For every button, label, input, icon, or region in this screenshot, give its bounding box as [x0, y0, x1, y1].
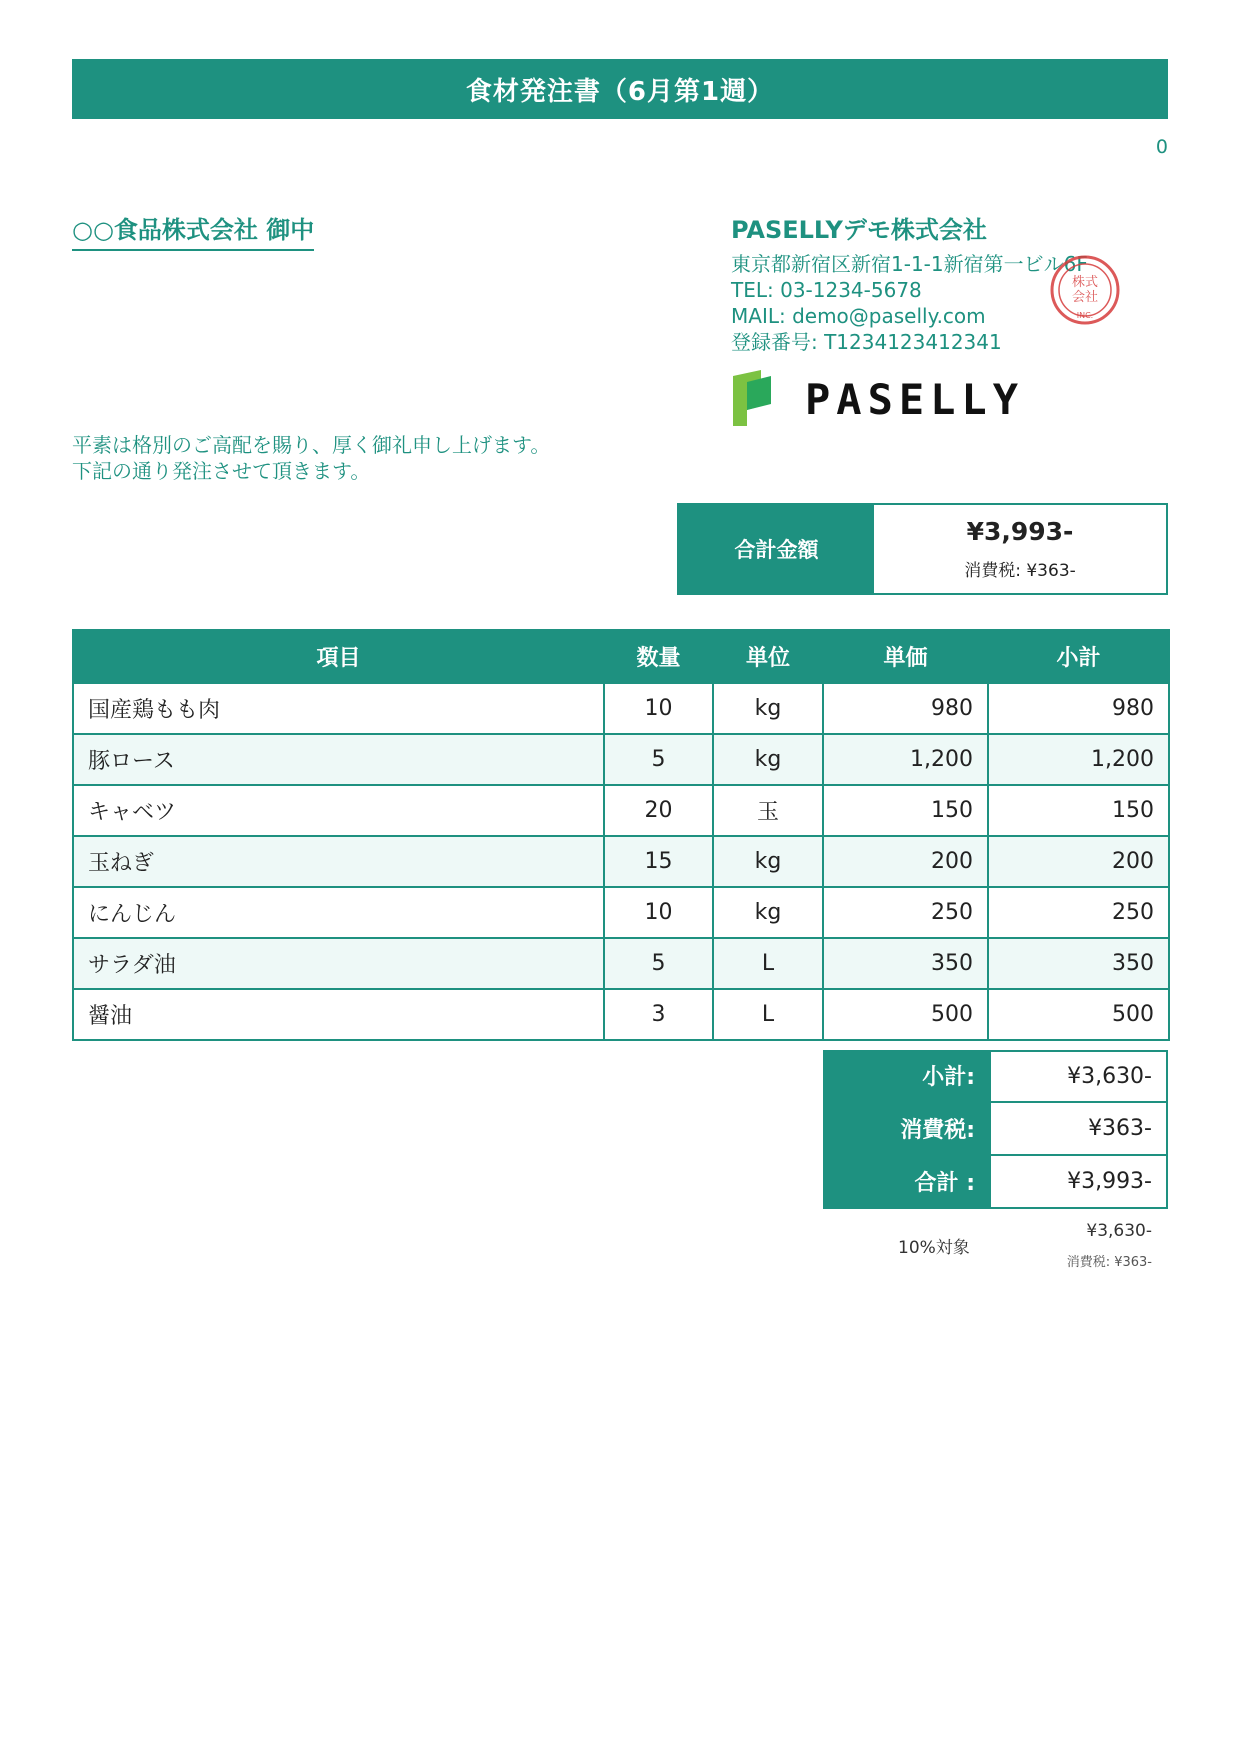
table-row [73, 734, 1169, 785]
item-unit-price: 250 [823, 887, 988, 938]
tax-rate-amount: ¥3,630- [1086, 1221, 1152, 1241]
greeting-line-1: 平素は格別のご高配を賜り、厚く御礼申し上げます。 [72, 433, 551, 457]
summary-subtotal-label: 小計: [823, 1050, 989, 1103]
document-number: 0 [1155, 136, 1168, 158]
company-mail: MAIL: demo@paselly.com [731, 304, 986, 328]
item-unit-price: 980 [823, 683, 988, 734]
item-name: にんじん [73, 887, 604, 938]
table-row [73, 785, 1169, 836]
tax-rate-label: 10%対象 [898, 1238, 970, 1258]
table-row [73, 683, 1169, 734]
item-name: 国産鶏もも肉 [73, 683, 604, 734]
svg-text:INC.: INC. [1076, 311, 1094, 320]
greeting-text [72, 432, 550, 484]
item-quantity: 3 [604, 989, 713, 1040]
item-quantity: 5 [604, 938, 713, 989]
item-quantity: 10 [604, 683, 713, 734]
item-unit-price: 500 [823, 989, 988, 1040]
item-subtotal: 1,200 [988, 734, 1169, 785]
item-subtotal: 200 [988, 836, 1169, 887]
item-unit: kg [713, 836, 823, 887]
summary-total-value: ¥3,993- [989, 1156, 1168, 1209]
company-tel: TEL: 03-1234-5678 [731, 278, 922, 302]
item-name: サラダ油 [73, 938, 604, 989]
item-subtotal: 350 [988, 938, 1169, 989]
header-quantity: 数量 [604, 630, 713, 683]
grand-total-amount: ¥3,993- [966, 517, 1074, 546]
header-subtotal: 小計 [988, 630, 1169, 683]
header-unit: 単位 [713, 630, 823, 683]
item-unit-price: 200 [823, 836, 988, 887]
item-subtotal: 150 [988, 785, 1169, 836]
item-quantity: 15 [604, 836, 713, 887]
summary-total-label: 合計 : [823, 1156, 989, 1209]
item-name: 豚ロース [73, 734, 604, 785]
item-unit: L [713, 938, 823, 989]
item-unit: L [713, 989, 823, 1040]
company-name: PASELLYデモ株式会社 [731, 216, 987, 244]
company-registration: 登録番号: T1234123412341 [731, 330, 1002, 354]
company-seal-icon [1049, 238, 1121, 342]
grand-total-label: 合計金額 [679, 505, 874, 593]
item-unit-price: 350 [823, 938, 988, 989]
header-unit-price: 単価 [823, 630, 988, 683]
item-quantity: 5 [604, 734, 713, 785]
sender-company-block [731, 210, 1088, 355]
table-row [73, 836, 1169, 887]
svg-text:会社: 会社 [1071, 290, 1099, 305]
svg-text:株式: 株式 [1071, 275, 1099, 290]
greeting-line-2: 下記の通り発注させて頂きます。 [72, 459, 371, 483]
summary-tax-label: 消費税: [823, 1103, 989, 1156]
tax-rate-tax: 消費税: ¥363- [1066, 1255, 1152, 1270]
item-quantity: 10 [604, 887, 713, 938]
item-quantity: 20 [604, 785, 713, 836]
item-unit: kg [713, 887, 823, 938]
company-address: 東京都新宿区新宿1-1-1新宿第一ビル6F [731, 252, 1088, 276]
document-title: 食材発注書（6月第1週） [72, 59, 1168, 119]
paselly-logo [731, 368, 1061, 428]
summary-block [823, 1050, 1168, 1209]
item-subtotal: 500 [988, 989, 1169, 1040]
item-unit: kg [713, 683, 823, 734]
table-row [73, 887, 1169, 938]
item-unit: kg [713, 734, 823, 785]
table-row [73, 938, 1169, 989]
item-subtotal: 980 [988, 683, 1169, 734]
svg-text:PASELLY: PASELLY [805, 375, 1025, 424]
item-name: 醤油 [73, 989, 604, 1040]
item-name: 玉ねぎ [73, 836, 604, 887]
client-name: ○○食品株式会社 御中 [72, 210, 314, 251]
item-unit: 玉 [713, 785, 823, 836]
table-row [73, 989, 1169, 1040]
grand-total-box [677, 503, 1168, 595]
item-name: キャベツ [73, 785, 604, 836]
item-subtotal: 250 [988, 887, 1169, 938]
order-items-table [72, 629, 1170, 1041]
grand-total-tax: 消費税: ¥363- [964, 561, 1076, 581]
header-item: 項目 [73, 630, 604, 683]
item-unit-price: 150 [823, 785, 988, 836]
summary-tax-value: ¥363- [989, 1103, 1168, 1156]
item-unit-price: 1,200 [823, 734, 988, 785]
summary-subtotal-value: ¥3,630- [989, 1050, 1168, 1103]
